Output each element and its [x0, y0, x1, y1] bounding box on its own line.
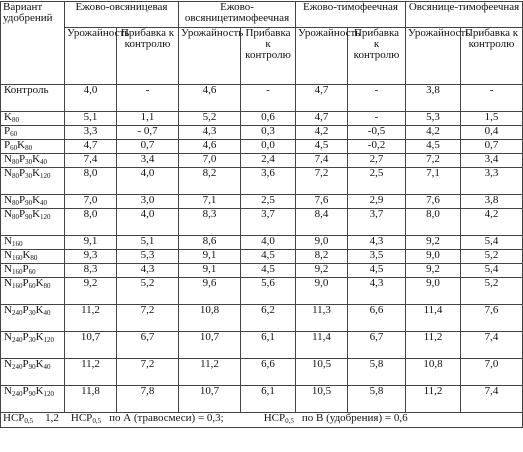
increase-cell: 7,6	[461, 305, 523, 332]
element-dose: 30	[25, 158, 33, 166]
yield-cell: 7,4	[296, 154, 348, 168]
increase-cell: 7,4	[461, 386, 523, 413]
corner-header: Вариант удобрений	[1, 2, 65, 85]
yield-cell: 4,7	[296, 112, 348, 126]
yield-cell: 8,2	[179, 168, 241, 195]
element-dose: 120	[43, 336, 55, 344]
element-dose: 80	[11, 172, 19, 180]
yield-cell: 11,3	[296, 305, 348, 332]
increase-cell: 3,5	[348, 250, 406, 264]
increase-cell: 3,4	[461, 154, 523, 168]
element-dose: 80	[11, 116, 19, 124]
yield-cell: 7,1	[406, 168, 461, 195]
increase-cell: -0,5	[348, 126, 406, 140]
yield-cell: 9,1	[179, 264, 241, 278]
element-symbol: N	[4, 167, 12, 179]
lsd-label: НСР	[263, 412, 286, 424]
element-dose: 120	[43, 390, 55, 398]
increase-cell: 5,4	[461, 236, 523, 250]
element-symbol: P	[18, 153, 26, 165]
yield-header: Урожайность	[296, 28, 348, 85]
increase-cell: 3,0	[117, 195, 179, 209]
element-symbol: P	[22, 277, 29, 289]
increase-header: Прибавка к контролю	[461, 28, 523, 85]
increase-cell: 2,4	[241, 154, 296, 168]
increase-cell: 4,0	[117, 209, 179, 236]
increase-cell: 6,2	[241, 305, 296, 332]
table-row	[1, 85, 523, 112]
element-symbol: N	[4, 249, 12, 261]
yield-cell: 3,8	[406, 85, 461, 112]
table-row	[1, 195, 523, 209]
yield-cell: 9,0	[406, 278, 461, 305]
element-dose: 90	[28, 363, 36, 371]
group-header-2: Ежово-овсяницетимофеечная	[179, 2, 296, 28]
increase-cell: 6,7	[348, 332, 406, 359]
table-row	[1, 126, 523, 140]
yield-cell: 8,0	[65, 209, 117, 236]
element-dose: 80	[11, 199, 19, 207]
yield-cell: 9,0	[406, 250, 461, 264]
element-symbol: N	[4, 385, 12, 397]
yield-cell: 11,4	[296, 332, 348, 359]
variant-cell	[1, 140, 65, 154]
element-symbol: K	[4, 111, 12, 123]
increase-cell: 6,1	[241, 332, 296, 359]
increase-cell: 4,0	[241, 236, 296, 250]
yield-cell: 10,7	[65, 332, 117, 359]
yield-cell: 11,4	[406, 305, 461, 332]
yield-cell: 4,6	[179, 140, 241, 154]
element-symbol: K	[35, 331, 44, 343]
element-symbol: P	[22, 331, 29, 343]
element-dose: 240	[11, 336, 23, 344]
increase-cell: 3,4	[117, 154, 179, 168]
variant-cell	[1, 332, 65, 359]
increase-cell: 0,6	[241, 112, 296, 126]
yield-cell: 10,7	[179, 386, 241, 413]
variant-cell	[1, 264, 65, 278]
increase-cell: 1,5	[461, 112, 523, 126]
increase-cell: 0,7	[117, 140, 179, 154]
element-symbol: N	[4, 304, 12, 316]
table-row	[1, 332, 523, 359]
yield-cell: 10,5	[296, 359, 348, 386]
yield-cell: 3,3	[65, 126, 117, 140]
yield-cell: 10,8	[179, 305, 241, 332]
yield-cell: 9,6	[179, 278, 241, 305]
element-symbol: P	[22, 385, 29, 397]
yield-cell: 7,6	[296, 195, 348, 209]
yield-cell: 8,4	[296, 209, 348, 236]
yield-cell: 7,1	[179, 195, 241, 209]
variant-cell	[1, 250, 65, 264]
variant-cell	[1, 195, 65, 209]
increase-cell: -	[348, 85, 406, 112]
table-row	[1, 209, 523, 236]
lsd-value: 1,2	[45, 412, 59, 424]
element-symbol: K	[17, 139, 26, 151]
element-symbol: K	[32, 153, 41, 165]
increase-cell: -	[241, 85, 296, 112]
increase-cell: 5,8	[348, 359, 406, 386]
increase-cell: 4,5	[241, 264, 296, 278]
increase-cell: 1,1	[117, 112, 179, 126]
table-row	[1, 250, 523, 264]
element-dose: 160	[11, 240, 23, 248]
element-symbol: P	[18, 194, 26, 206]
element-dose: 30	[25, 172, 33, 180]
yield-cell: 8,0	[65, 168, 117, 195]
increase-cell: 2,5	[348, 168, 406, 195]
group-header-1: Ежово-овсяницевая	[65, 2, 179, 28]
yield-cell: 4,3	[179, 126, 241, 140]
yield-cell: 9,0	[296, 278, 348, 305]
increase-cell: 3,6	[241, 168, 296, 195]
element-symbol: K	[22, 249, 31, 261]
yield-cell: 7,0	[65, 195, 117, 209]
footer-row	[1, 413, 523, 428]
increase-cell: -	[348, 112, 406, 126]
element-dose: 240	[11, 309, 23, 317]
lsd-note	[1, 413, 523, 428]
element-symbol: K	[35, 385, 44, 397]
element-symbol: N	[4, 153, 12, 165]
increase-header: Прибавка к контролю	[241, 28, 296, 85]
increase-cell: 3,7	[241, 209, 296, 236]
table-row	[1, 236, 523, 250]
variant-cell	[1, 85, 65, 112]
element-dose: 90	[25, 199, 33, 207]
element-symbol: P	[18, 208, 26, 220]
element-dose: 60	[28, 282, 36, 290]
element-dose: 60	[10, 144, 18, 152]
yield-cell: 7,2	[296, 168, 348, 195]
element-dose: 120	[40, 213, 51, 221]
lsd-label: НСР	[3, 412, 25, 424]
yield-cell: 9,1	[65, 236, 117, 250]
variant-cell	[1, 126, 65, 140]
yield-cell: 9,2	[406, 264, 461, 278]
element-symbol: P	[4, 139, 11, 151]
element-dose: 80	[11, 213, 19, 221]
increase-cell: 3,8	[461, 195, 523, 209]
variant-cell	[1, 386, 65, 413]
yield-cell: 8,0	[406, 209, 461, 236]
increase-cell: 6,1	[241, 386, 296, 413]
increase-cell: 5,2	[117, 278, 179, 305]
table-row	[1, 264, 523, 278]
increase-cell: 6,6	[348, 305, 406, 332]
element-symbol: P	[4, 125, 11, 137]
variant-cell	[1, 278, 65, 305]
yield-cell: 4,2	[406, 126, 461, 140]
increase-cell: 4,3	[117, 264, 179, 278]
increase-cell: 6,6	[241, 359, 296, 386]
yield-cell: 9,2	[296, 264, 348, 278]
element-symbol: N	[4, 358, 12, 370]
element-dose: 80	[25, 144, 33, 152]
variant-cell	[1, 112, 65, 126]
element-symbol: P	[22, 304, 29, 316]
yield-header: Урожайность	[65, 28, 117, 85]
increase-cell: 2,7	[348, 154, 406, 168]
increase-cell: 5,3	[117, 250, 179, 264]
lsd-sub: 0,5	[285, 417, 294, 425]
element-symbol: K	[35, 277, 44, 289]
element-dose: 40	[40, 199, 48, 207]
lsd-label: НСР	[70, 412, 93, 424]
yield-cell: 9,2	[65, 278, 117, 305]
yield-cell: 11,2	[179, 359, 241, 386]
variant-cell	[1, 209, 65, 236]
yield-cell: 4,5	[296, 140, 348, 154]
group-header-4: Овсянице-тимофеечная	[406, 2, 523, 28]
table-row	[1, 278, 523, 305]
element-dose: 160	[11, 268, 23, 276]
increase-cell: 0,7	[461, 140, 523, 154]
yield-cell: 4,6	[179, 85, 241, 112]
increase-header: Прибавка к контролю	[348, 28, 406, 85]
yield-cell: 11,8	[65, 386, 117, 413]
yield-cell: 11,2	[406, 332, 461, 359]
yield-cell: 11,2	[65, 359, 117, 386]
yield-cell: 4,7	[65, 140, 117, 154]
element-dose: 80	[11, 158, 19, 166]
element-dose: 160	[11, 254, 23, 262]
element-symbol: P	[22, 263, 29, 275]
increase-header: Прибавка к контролю	[117, 28, 179, 85]
element-symbol: K	[32, 194, 41, 206]
increase-cell: 2,9	[348, 195, 406, 209]
increase-cell: 0,4	[461, 126, 523, 140]
element-dose: 60	[10, 130, 18, 138]
increase-cell: 3,7	[348, 209, 406, 236]
yield-cell: 4,7	[296, 85, 348, 112]
yield-cell: 4,2	[296, 126, 348, 140]
yield-cell: 9,2	[406, 236, 461, 250]
increase-cell: 5,6	[241, 278, 296, 305]
yield-cell: 7,2	[406, 154, 461, 168]
element-symbol: N	[4, 263, 12, 275]
element-dose: 40	[43, 309, 51, 317]
table-row	[1, 112, 523, 126]
element-symbol: K	[35, 304, 44, 316]
element-dose: 240	[11, 363, 23, 371]
increase-cell: - 0,7	[117, 126, 179, 140]
table-row	[1, 168, 523, 195]
increase-cell: 7,8	[117, 386, 179, 413]
increase-cell: 4,5	[241, 250, 296, 264]
increase-cell: 5,1	[117, 236, 179, 250]
increase-cell: -	[461, 85, 523, 112]
yield-cell: 9,1	[179, 250, 241, 264]
yield-cell: 9,0	[296, 236, 348, 250]
increase-cell: 5,8	[348, 386, 406, 413]
element-dose: 90	[25, 213, 33, 221]
increase-cell: 5,2	[461, 250, 523, 264]
increase-cell: 4,3	[348, 278, 406, 305]
variant-cell	[1, 154, 65, 168]
table-row	[1, 140, 523, 154]
element-symbol: K	[32, 208, 41, 220]
yield-header: Урожайность	[179, 28, 241, 85]
element-dose: 30	[28, 309, 36, 317]
element-symbol: P	[18, 167, 26, 179]
fertilizer-yield-table	[0, 1, 523, 428]
table-row	[1, 359, 523, 386]
element-dose: 90	[28, 390, 36, 398]
element-symbol: N	[4, 235, 12, 247]
increase-cell: 7,2	[117, 359, 179, 386]
yield-cell: 10,8	[406, 359, 461, 386]
group-header-3: Ежово-тимофеечная	[296, 2, 406, 28]
increase-cell: 4,2	[461, 209, 523, 236]
element-dose: 30	[28, 336, 36, 344]
table-row	[1, 386, 523, 413]
element-symbol: N	[4, 208, 12, 220]
yield-cell: 10,5	[296, 386, 348, 413]
increase-cell: 4,0	[117, 168, 179, 195]
table-row	[1, 305, 523, 332]
yield-cell: 7,4	[65, 154, 117, 168]
increase-cell: 6,7	[117, 332, 179, 359]
increase-cell: 7,4	[461, 332, 523, 359]
yield-cell: 4,0	[65, 85, 117, 112]
element-symbol: Контроль	[4, 84, 49, 96]
yield-cell: 7,6	[406, 195, 461, 209]
increase-cell: -0,2	[348, 140, 406, 154]
element-symbol: P	[22, 358, 29, 370]
element-symbol: K	[32, 167, 41, 179]
element-symbol: N	[4, 277, 12, 289]
increase-cell: 5,4	[461, 264, 523, 278]
lsd-sub: 0,5	[92, 417, 102, 425]
increase-cell: 7,2	[117, 305, 179, 332]
element-dose: 120	[40, 172, 51, 180]
yield-cell: 10,7	[179, 332, 241, 359]
increase-cell: -	[117, 85, 179, 112]
element-symbol: K	[35, 358, 44, 370]
yield-header: Урожайность	[406, 28, 461, 85]
yield-cell: 5,2	[179, 112, 241, 126]
element-dose: 40	[43, 363, 51, 371]
element-dose: 40	[40, 158, 48, 166]
increase-cell: 4,5	[348, 264, 406, 278]
lsd-factor-b: по В (удобрения) = 0,6	[301, 412, 408, 424]
yield-cell: 11,2	[65, 305, 117, 332]
increase-cell: 7,0	[461, 359, 523, 386]
element-dose: 80	[30, 254, 38, 262]
yield-cell: 5,1	[65, 112, 117, 126]
increase-cell: 0,3	[241, 126, 296, 140]
lsd-factor-a: по А (травосмеси) = 0,3;	[109, 412, 224, 424]
variant-cell	[1, 305, 65, 332]
increase-cell: 5,2	[461, 278, 523, 305]
element-symbol: N	[4, 194, 12, 206]
element-dose: 240	[11, 390, 23, 398]
yield-cell: 7,0	[179, 154, 241, 168]
yield-cell: 8,3	[65, 264, 117, 278]
element-dose: 80	[43, 282, 51, 290]
variant-cell	[1, 359, 65, 386]
yield-cell: 8,2	[296, 250, 348, 264]
variant-cell	[1, 236, 65, 250]
yield-cell: 5,3	[406, 112, 461, 126]
variant-cell	[1, 168, 65, 195]
yield-cell: 4,5	[406, 140, 461, 154]
yield-cell: 11,2	[406, 386, 461, 413]
yield-cell: 9,3	[65, 250, 117, 264]
yield-cell: 8,6	[179, 236, 241, 250]
increase-cell: 3,3	[461, 168, 523, 195]
element-symbol: N	[4, 331, 12, 343]
increase-cell: 4,3	[348, 236, 406, 250]
increase-cell: 2,5	[241, 195, 296, 209]
yield-cell: 8,3	[179, 209, 241, 236]
element-dose: 160	[11, 282, 23, 290]
lsd-sub: 0,5	[24, 417, 34, 425]
element-dose: 60	[28, 268, 36, 276]
increase-cell: 0,0	[241, 140, 296, 154]
table-row	[1, 154, 523, 168]
